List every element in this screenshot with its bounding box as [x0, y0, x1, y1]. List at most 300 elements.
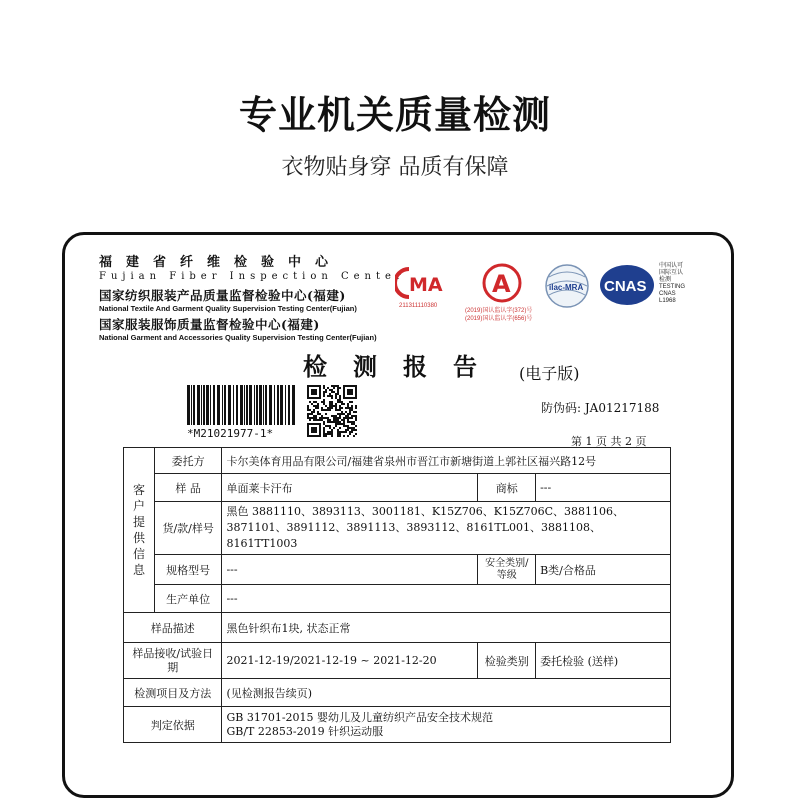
- sample-label: 样 品: [154, 474, 222, 502]
- qr-module: [309, 417, 311, 419]
- qr-module: [351, 423, 353, 425]
- qr-module: [339, 401, 341, 403]
- basis-label: 判定依据: [124, 707, 222, 743]
- qr-module: [325, 391, 327, 393]
- qr-code-icon: [307, 385, 357, 441]
- qr-module: [355, 419, 357, 421]
- safety-label: 安全类别/等级: [478, 555, 536, 585]
- cnas-side-line-3: 检测: [659, 277, 672, 283]
- qr-module: [333, 387, 335, 389]
- qr-module: [323, 421, 325, 423]
- barcode-bar: [236, 385, 238, 425]
- qr-module: [343, 435, 345, 437]
- qr-finder-core: [311, 427, 317, 433]
- qr-module: [309, 413, 311, 415]
- qr-module: [333, 391, 335, 393]
- qr-module: [311, 411, 313, 413]
- qr-module: [335, 417, 337, 419]
- qr-module: [351, 407, 353, 409]
- qr-module: [317, 411, 319, 413]
- table-row: [124, 448, 671, 474]
- qr-module: [313, 411, 315, 413]
- qr-module: [323, 427, 325, 429]
- cma-number: 211311110380: [399, 303, 438, 309]
- qr-module: [341, 407, 343, 409]
- qr-module: [343, 423, 345, 425]
- qr-module: [331, 405, 333, 407]
- qr-module: [329, 395, 331, 397]
- qr-module: [341, 423, 343, 425]
- qr-module: [347, 417, 349, 419]
- qr-module: [313, 415, 315, 417]
- qr-module: [339, 405, 341, 407]
- client-value: 卡尔美体育用品有限公司/福建省泉州市晋江市新塘街道上郭社区福兴路12号: [222, 448, 671, 474]
- qr-module: [325, 409, 327, 411]
- qr-module: [323, 429, 325, 431]
- qr-module: [355, 415, 357, 417]
- cal-logo: [465, 263, 533, 322]
- qr-module: [349, 433, 351, 435]
- qr-module: [335, 405, 337, 407]
- qr-module: [353, 415, 355, 417]
- qr-module: [331, 407, 333, 409]
- barcode-bar: [228, 385, 231, 425]
- qr-module: [339, 387, 341, 389]
- qr-module: [341, 411, 343, 413]
- qr-module: [355, 405, 357, 407]
- barcode-bar: [217, 385, 220, 425]
- qr-module: [327, 395, 329, 397]
- qr-module: [351, 405, 353, 407]
- qr-module: [351, 421, 353, 423]
- qr-module: [339, 407, 341, 409]
- qr-module: [327, 409, 329, 411]
- barcode-bar: [224, 385, 226, 425]
- qr-module: [313, 405, 315, 407]
- qr-module: [327, 387, 329, 389]
- qr-module: [339, 423, 341, 425]
- table-row: [124, 707, 671, 743]
- qr-module: [347, 405, 349, 407]
- qr-module: [323, 395, 325, 397]
- qr-module: [329, 433, 331, 435]
- qr-module: [337, 399, 339, 401]
- qr-module: [307, 405, 309, 407]
- table-row: [124, 679, 671, 707]
- anti-fake-code: 防伪码: JA01217188: [541, 401, 660, 415]
- qr-module: [353, 423, 355, 425]
- qr-module: [345, 431, 347, 433]
- qr-module: [335, 423, 337, 425]
- qr-module: [353, 411, 355, 413]
- qr-module: [345, 415, 347, 417]
- qr-module: [321, 401, 323, 403]
- qr-module: [339, 399, 341, 401]
- qr-module: [331, 397, 333, 399]
- barcode-bar: [191, 385, 192, 425]
- barcode-bar: [201, 385, 202, 425]
- page-subtitle: 衣物贴身穿 品质有保障: [281, 155, 509, 180]
- qr-module: [345, 429, 347, 431]
- qr-module: [339, 409, 341, 411]
- qr-module: [315, 415, 317, 417]
- qr-module: [323, 433, 325, 435]
- maker-label: 生产单位: [154, 585, 222, 613]
- qr-module: [333, 427, 335, 429]
- barcode-bar: [254, 385, 255, 425]
- qr-module: [323, 417, 325, 419]
- barcode-bar: [206, 385, 209, 425]
- qr-module: [351, 415, 353, 417]
- qr-module: [313, 417, 315, 419]
- org-line2-en: National Garment and Accessories Quality Supervision Testing Center(Fujian): [99, 333, 377, 342]
- qr-module: [329, 393, 331, 395]
- cnas-side-line-1: 中国认可: [659, 263, 684, 269]
- qr-module: [327, 417, 329, 419]
- qr-module: [337, 419, 339, 421]
- qr-module: [325, 417, 327, 419]
- qr-module: [337, 385, 339, 387]
- qr-module: [355, 425, 357, 427]
- qr-module: [339, 415, 341, 417]
- client-group-label: 客户提供信息: [124, 448, 155, 613]
- qr-module: [341, 413, 343, 415]
- qr-module: [327, 433, 329, 435]
- qr-module: [331, 435, 333, 437]
- qr-module: [315, 417, 317, 419]
- qr-module: [341, 403, 343, 405]
- qr-module: [329, 403, 331, 405]
- table-row: [124, 555, 671, 585]
- qr-module: [325, 389, 327, 391]
- qr-module: [323, 431, 325, 433]
- cal-note-2: (2019)国认监认字(656)号: [465, 316, 533, 322]
- qr-module: [347, 403, 349, 405]
- barcode-bar: [249, 385, 252, 425]
- barcode-bar: [277, 385, 279, 425]
- barcode-bar: [197, 385, 200, 425]
- qr-module: [335, 407, 337, 409]
- qr-module: [323, 435, 325, 437]
- qr-module: [343, 403, 345, 405]
- qr-module: [321, 409, 323, 411]
- qr-module: [325, 435, 327, 437]
- qr-module: [333, 385, 335, 387]
- barcode-bar: [288, 385, 290, 425]
- qr-module: [327, 431, 329, 433]
- qr-module: [345, 425, 347, 427]
- qr-module: [317, 419, 319, 421]
- ilac-logo: [543, 263, 591, 313]
- qr-module: [327, 425, 329, 427]
- qr-module: [341, 401, 343, 403]
- qr-module: [317, 405, 319, 407]
- qr-module: [325, 433, 327, 435]
- qr-module: [307, 409, 309, 411]
- qr-module: [311, 413, 313, 415]
- qr-module: [321, 415, 323, 417]
- type-label: 检验类别: [478, 643, 536, 679]
- barcode-bar: [213, 385, 215, 425]
- qr-module: [337, 433, 339, 435]
- barcode-bar: [240, 385, 243, 425]
- qr-module: [317, 407, 319, 409]
- barcode-text: *M21021977-1*: [187, 427, 274, 440]
- qr-module: [337, 417, 339, 419]
- basis-line-2: GB/T 22853-2019 针织运动服: [226, 724, 384, 738]
- qr-module: [327, 421, 329, 423]
- qr-module: [335, 409, 337, 411]
- qr-module: [331, 429, 333, 431]
- qr-module: [351, 417, 353, 419]
- items-value: (见检测报告续页): [222, 679, 671, 707]
- qr-module: [343, 419, 345, 421]
- qr-module: [353, 435, 355, 437]
- date-label: 样品接收/试验日期: [124, 643, 222, 679]
- qr-module: [319, 419, 321, 421]
- qr-module: [329, 409, 331, 411]
- qr-module: [329, 419, 331, 421]
- basis-value: [222, 707, 671, 743]
- qr-module: [323, 387, 325, 389]
- cnas-logo-text: CNAS: [604, 278, 647, 295]
- barcode-bar: [193, 385, 195, 425]
- qr-module: [335, 395, 337, 397]
- spec-value: ---: [222, 555, 478, 585]
- qr-module: [339, 413, 341, 415]
- qr-module: [335, 415, 337, 417]
- maker-value: ---: [222, 585, 671, 613]
- qr-module: [339, 395, 341, 397]
- qr-module: [333, 419, 335, 421]
- qr-module: [351, 409, 353, 411]
- qr-module: [313, 419, 315, 421]
- qr-module: [339, 435, 341, 437]
- qr-module: [311, 417, 313, 419]
- qr-module: [353, 427, 355, 429]
- qr-module: [315, 401, 317, 403]
- cal-logo-text: A: [492, 270, 511, 298]
- report-edition: (电子版): [519, 364, 580, 383]
- qr-module: [343, 421, 345, 423]
- qr-module: [347, 427, 349, 429]
- barcode-bar: [233, 385, 234, 425]
- qr-module: [327, 407, 329, 409]
- table-row: [124, 502, 671, 555]
- qr-module: [329, 425, 331, 427]
- desc-value: 黑色针织布1块, 状态正常: [222, 613, 671, 643]
- qr-module: [349, 411, 351, 413]
- cma-logo: [395, 265, 459, 309]
- qr-module: [337, 413, 339, 415]
- qr-module: [337, 423, 339, 425]
- qr-module: [313, 409, 315, 411]
- cma-logo-text: MA: [409, 274, 443, 296]
- barcode-icon: [187, 385, 295, 429]
- cnas-side-line-4: TESTING: [659, 284, 686, 290]
- qr-module: [351, 401, 353, 403]
- qr-module: [335, 419, 337, 421]
- qr-module: [337, 409, 339, 411]
- org-line1-en: National Textile And Garment Quality Supervision Testing Center(Fujian): [99, 304, 357, 313]
- qr-module: [339, 421, 341, 423]
- qr-module: [307, 413, 309, 415]
- type-value: 委托检验 (送样): [536, 643, 671, 679]
- qr-module: [323, 409, 325, 411]
- table-row: [124, 474, 671, 502]
- qr-module: [335, 385, 337, 387]
- org-line1-cn: 国家纺织服装产品质量监督检验中心(福建): [99, 288, 346, 303]
- qr-module: [339, 417, 341, 419]
- qr-module: [333, 405, 335, 407]
- org-name-en: Fujian Fiber Inspection Center: [99, 271, 406, 282]
- barcode-bar: [263, 385, 264, 425]
- basis-line-1: GB 31701-2015 婴幼儿及儿童纺织产品安全技术规范: [226, 710, 494, 724]
- qr-module: [331, 391, 333, 393]
- table-row: [124, 585, 671, 613]
- qr-module: [353, 421, 355, 423]
- qr-module: [321, 417, 323, 419]
- barcode-bar: [222, 385, 223, 425]
- qr-module: [351, 431, 353, 433]
- qr-module: [347, 419, 349, 421]
- qr-module: [353, 429, 355, 431]
- qr-module: [349, 413, 351, 415]
- qr-module: [347, 407, 349, 409]
- trademark-label: 商标: [478, 474, 536, 502]
- date-value: 2021-12-19/2021-12-19 ~ 2021-12-20: [222, 643, 478, 679]
- qr-module: [331, 421, 333, 423]
- qr-module: [347, 413, 349, 415]
- qr-module: [349, 417, 351, 419]
- qr-module: [339, 427, 341, 429]
- qr-module: [355, 407, 357, 409]
- qr-module: [323, 385, 325, 387]
- color-value: 黑色 3881110、3893113、3001181、K15Z706、K15Z706C、3881106、3871101、3891112、3891113、3893112、8161TL001、3881108、8161TT1003: [222, 502, 671, 555]
- qr-module: [329, 405, 331, 407]
- qr-module: [349, 407, 351, 409]
- qr-module: [323, 403, 325, 405]
- qr-module: [317, 413, 319, 415]
- sample-value: 单面莱卡汗布: [222, 474, 478, 502]
- safety-value: B类/合格品: [536, 555, 671, 585]
- org-header: [99, 251, 406, 342]
- qr-module: [319, 417, 321, 419]
- qr-module: [337, 421, 339, 423]
- qr-module: [337, 429, 339, 431]
- barcode-bar: [187, 385, 190, 425]
- qr-module: [309, 409, 311, 411]
- trademark-value: ---: [536, 474, 671, 502]
- report-card: [62, 232, 734, 798]
- qr-module: [337, 431, 339, 433]
- qr-module: [345, 411, 347, 413]
- qr-module: [331, 385, 333, 387]
- barcode-bar: [244, 385, 245, 425]
- ilac-logo-text: ilac-MRA: [549, 283, 584, 292]
- qr-module: [337, 389, 339, 391]
- qr-module: [335, 393, 337, 395]
- table-row: [124, 643, 671, 679]
- qr-module: [337, 393, 339, 395]
- qr-module: [355, 411, 357, 413]
- qr-module: [331, 395, 333, 397]
- page-title: 专业机关质量检测: [238, 93, 551, 137]
- spec-label: 规格型号: [154, 555, 222, 585]
- qr-module: [329, 427, 331, 429]
- qr-module: [323, 423, 325, 425]
- barcode-bar: [292, 385, 295, 425]
- qr-module: [333, 421, 335, 423]
- qr-module: [341, 419, 343, 421]
- qr-module: [347, 421, 349, 423]
- qr-module: [349, 401, 351, 403]
- qr-module: [345, 417, 347, 419]
- qr-module: [331, 415, 333, 417]
- barcode-bar: [256, 385, 258, 425]
- qr-module: [343, 431, 345, 433]
- qr-module: [355, 433, 357, 435]
- qr-module: [323, 401, 325, 403]
- cnas-side-line-5: CNAS L1968: [659, 291, 676, 304]
- qr-module: [347, 425, 349, 427]
- qr-module: [323, 399, 325, 401]
- qr-module: [331, 389, 333, 391]
- qr-module: [331, 433, 333, 435]
- qr-module: [335, 425, 337, 427]
- org-name-cn: 福建省纤维检验中心: [99, 255, 343, 270]
- qr-module: [329, 431, 331, 433]
- qr-module: [339, 433, 341, 435]
- qr-module: [335, 397, 337, 399]
- barcode-bar: [203, 385, 205, 425]
- qr-module: [355, 429, 357, 431]
- qr-module: [339, 397, 341, 399]
- barcode-bar: [280, 385, 283, 425]
- qr-module: [331, 431, 333, 433]
- report-title: 检测报告: [303, 352, 503, 381]
- qr-module: [337, 391, 339, 393]
- qr-module: [351, 429, 353, 431]
- org-line2-cn: 国家服装服饰质量监督检验中心(福建): [99, 317, 320, 332]
- qr-module: [331, 403, 333, 405]
- qr-finder-core: [311, 389, 317, 395]
- qr-module: [355, 417, 357, 419]
- qr-module: [321, 419, 323, 421]
- qr-module: [333, 415, 335, 417]
- qr-module: [335, 421, 337, 423]
- cnas-logo: [599, 263, 686, 311]
- qr-module: [349, 409, 351, 411]
- barcode-bar: [259, 385, 262, 425]
- qr-module: [317, 403, 319, 405]
- qr-module: [311, 403, 313, 405]
- qr-module: [323, 391, 325, 393]
- barcode-bar: [269, 385, 272, 425]
- qr-module: [337, 401, 339, 403]
- qr-module: [349, 431, 351, 433]
- barcode-bar: [265, 385, 267, 425]
- items-label: 检测项目及方法: [124, 679, 222, 707]
- qr-module: [313, 401, 315, 403]
- client-label: 委托方: [154, 448, 222, 474]
- cal-note-1: (2019)国认监认字(372)号: [465, 308, 533, 314]
- qr-finder-core: [347, 389, 353, 395]
- qr-module: [325, 413, 327, 415]
- qr-module: [325, 405, 327, 407]
- qr-module: [341, 431, 343, 433]
- page-info: 第 1 页 共 2 页: [571, 435, 647, 448]
